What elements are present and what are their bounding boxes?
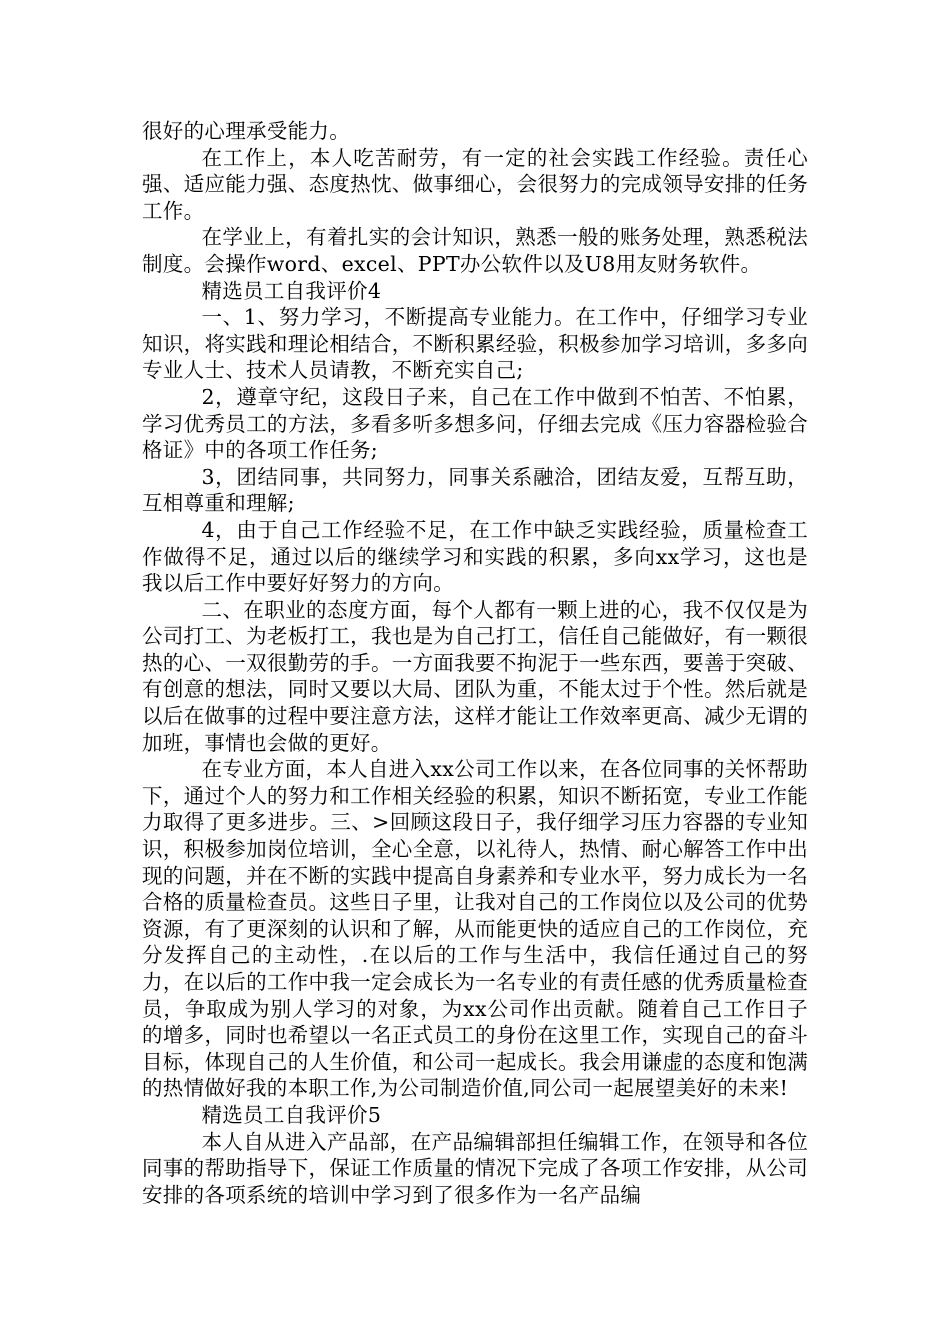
paragraph-item-3: 3，团结同事，共同努力，同事关系融洽，团结友爱，互帮互助，互相尊重和理解; bbox=[142, 464, 808, 516]
paragraph-continuation: 很好的心理承受能力。 bbox=[142, 119, 350, 143]
paragraph-product-dept: 本人自从进入产品部，在产品编辑部担任编辑工作，在领导和各位同事的帮助指导下，保证工作质量的情况下完成了各项工作安排，从公司安排的各项系统的培训中学习到了很多作为一名产品编 bbox=[142, 1129, 808, 1207]
paragraph-work-attitude: 在工作上，本人吃苦耐劳，有一定的社会实践工作经验。责任心强、适应能力强、态度热忱、做事细心，会很努力的完成领导安排的任务工作。 bbox=[142, 145, 808, 223]
paragraph-item-1: 一、1、努力学习，不断提高专业能力。在工作中，仔细学习专业知识，将实践和理论相结合，不断积累经验，积极参加学习培训，多多向专业人士、技术人员请教，不断充实自己; bbox=[142, 305, 808, 383]
paragraph-item-2: 2，遵章守纪，这段日子来，自己在工作中做到不怕苦、不怕累，学习优秀员工的方法，多看多听多想多问，仔细去完成《压力容器检验合格证》中的各项工作任务; bbox=[142, 384, 808, 463]
section-heading-5: 精选员工自我评价5 bbox=[201, 1102, 382, 1127]
document-page bbox=[142, 118, 808, 1208]
paragraph-professional-growth: 在专业方面，本人自进入xx公司工作以来，在各位同事的关怀帮助下，通过个人的努力和工作相关经验的积累，知识不断拓宽，专业工作能力取得了更多进步。三、>回顾这段日子，我仔细学习压力容器的专业知识，积极参加岗位培训，全心全意，以礼待人，热情、耐心解答工作中出现的问题，并在不断的实践中提高自身素养和专业水平，努力成长为一名合格的质量检查员。这些日子里，让我对自己的工作岗位以及公司的优势资源，有了更深刻的认识和了解，从而能更快的适应自己的工作岗位，充分发挥自己的主动性，.在以后的工作与生活中，我信任通过自己的努力，在以后的工作中我一定会成长为一名专业的有责任感的优秀质量检查员，争取成为别人学习的对象，为xx公司作出贡献。随着自己工作日子的增多，同时也希望以一名正式员工的身份在这里工作，实现自己的奋斗目标，体现自己的人生价值，和公司一起成长。我会用谦虚的态度和饱满的热情做好我的本职工作,为公司制造价值,同公司一起展望美好的未来! bbox=[142, 757, 808, 1101]
paragraph-professional-attitude: 二、在职业的态度方面，每个人都有一颗上进的心，我不仅仅是为公司打工、为老板打工，我也是为自己打工，信任自己能做好，有一颗很热的心、一双很勤劳的手。一方面我要不拘泥于一些东西，要善于突破、有创意的想法，同时又要以大局、团队为重，不能太过于个性。然后就是以后在做事的过程中要注意方法，这样才能让工作效率更高、减少无谓的加班，事情也会做的更好。 bbox=[142, 597, 808, 755]
section-heading-4: 精选员工自我评价4 bbox=[201, 278, 382, 303]
paragraph-item-4: 4，由于自己工作经验不足，在工作中缺乏实践经验，质量检查工作做得不足，通过以后的继续学习和实践的积累，多向xx学习，这也是我以后工作中要好好努力的方向。 bbox=[142, 517, 808, 596]
paragraph-study: 在学业上，有着扎实的会计知识，熟悉一般的账务处理，熟悉税法制度。会操作word、excel、PPT办公软件以及U8用友财务软件。 bbox=[142, 225, 808, 276]
